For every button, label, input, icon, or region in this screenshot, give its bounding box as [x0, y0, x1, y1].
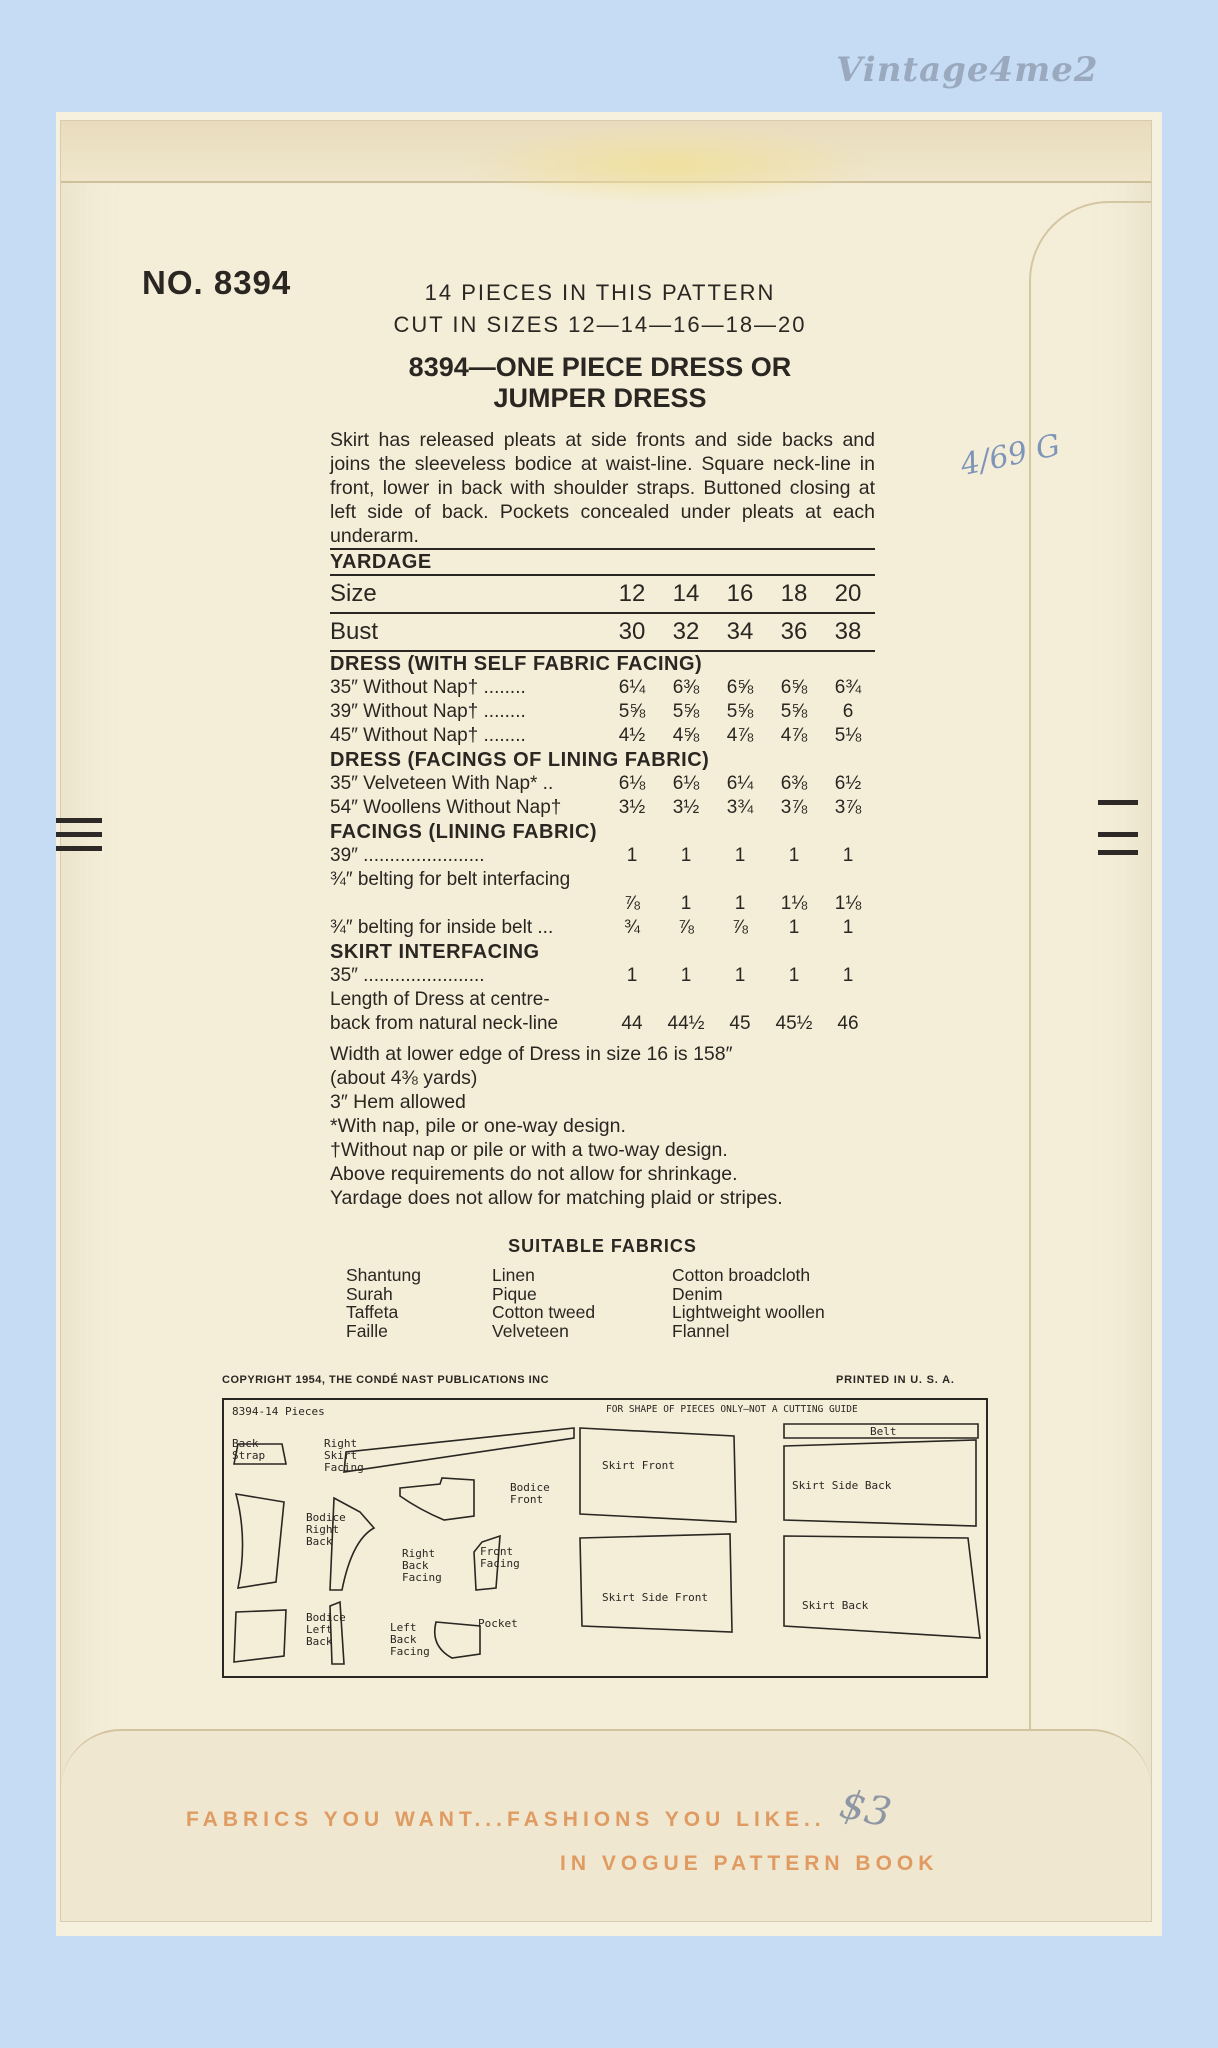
yardage-row [330, 916, 875, 940]
cell: 4⅞ [726, 725, 754, 746]
skirt-front-piece [580, 1428, 736, 1522]
pencil-note: 4/69 G [957, 427, 1064, 484]
cell: 1 [734, 965, 746, 986]
row-label: back from natural neck-line [330, 1013, 559, 1034]
bodice-right-back-piece [236, 1494, 284, 1588]
yardage-row [330, 844, 875, 868]
label-skirt-side-back: Skirt Side Back [792, 1479, 892, 1492]
label-bodice-left-back: Bodice Left Back [306, 1611, 346, 1648]
cell: 6⅝ [780, 677, 808, 698]
note-line: 3″ Hem allowed [330, 1091, 466, 1113]
cell: 32 [672, 618, 700, 645]
label-skirt-back: Skirt Back [802, 1599, 869, 1612]
length-label [330, 988, 875, 1012]
right-skirt-facing-piece [344, 1428, 574, 1472]
cell: 5⅝ [618, 701, 646, 722]
row-label: 39″ Without Nap† ........ [330, 701, 526, 722]
notes [330, 1042, 875, 1210]
yardage-row [330, 964, 875, 988]
label-skirt-front: Skirt Front [602, 1459, 675, 1472]
note-line: (about 4⅜ yards) [330, 1067, 478, 1089]
row-label: Length of Dress at centre- [330, 989, 550, 1010]
cell: 36 [780, 618, 808, 645]
cell: 3⅞ [780, 797, 808, 818]
cell: ¾ [624, 917, 640, 938]
description: Skirt has released pleats at side fronts and side backs and joins the sleeveless bodice at waist-line. Square neck-line in front, lower in back with shoulder straps. Buttoned closing at left side of back. Pockets concealed under pleats at each underarm. [330, 429, 875, 547]
cell: 14 [672, 580, 700, 607]
cell: 6¼ [618, 677, 646, 698]
cell: 6⅜ [672, 677, 700, 698]
fabric-item: Denim [672, 1283, 723, 1304]
pieces-line: 14 PIECES IN THIS PATTERN [424, 280, 776, 305]
left-tick-mark [56, 832, 102, 837]
note-line: Above requirements do not allow for shrinkage. [330, 1163, 738, 1185]
fabric-item: Shantung [346, 1265, 421, 1285]
cell: 6⅝ [726, 677, 754, 698]
fabrics-heading: SUITABLE FABRICS [508, 1236, 697, 1256]
cell: 1 [680, 965, 692, 986]
pencil-price: $3 [835, 1781, 896, 1837]
note-line: Width at lower edge of Dress in size 16 is 158″ [330, 1043, 733, 1065]
cell: 45 [729, 1013, 751, 1034]
cell: 1 [842, 917, 854, 938]
label-bodice-right-back: Bodice Right Back [306, 1511, 346, 1548]
cell: 4⅝ [672, 725, 700, 746]
row-label: 35″ ....................... [330, 965, 485, 986]
fabric-item: Flannel [672, 1320, 730, 1341]
note-line: *With nap, pile or one-way design. [330, 1115, 626, 1137]
cell: ⅞ [624, 893, 640, 914]
row-label: 35″ Velveteen With Nap* .. [330, 773, 554, 794]
note-line: Yardage does not allow for matching plaid or stripes. [330, 1187, 783, 1209]
row-label: Size [330, 580, 377, 607]
cell: 6⅛ [672, 773, 700, 794]
row-label: 39″ ....................... [330, 845, 485, 866]
sizes-line: CUT IN SIZES 12—14—16—18—20 [393, 312, 807, 337]
section-heading: SKIRT INTERFACING [330, 941, 540, 963]
section-heading: DRESS (FACINGS OF LINING FABRIC) [330, 749, 710, 771]
section-heading: FACINGS (LINING FABRIC) [330, 821, 598, 843]
cell: 45½ [775, 1013, 813, 1034]
yardage-row [330, 1012, 875, 1036]
skirt-side-front-piece [580, 1534, 732, 1632]
cell: 6¾ [834, 677, 862, 698]
cell: 6¼ [726, 773, 754, 794]
row-label: 45″ Without Nap† ........ [330, 725, 526, 746]
row-label [330, 892, 605, 916]
section-heading: DRESS (WITH SELF FABRIC FACING) [330, 650, 875, 676]
guide-title: 8394-14 Pieces [232, 1405, 325, 1418]
fabric-item: Lightweight woollen [672, 1302, 825, 1322]
fabric-item: Cotton broadcloth [672, 1265, 811, 1285]
fabric-item: Linen [492, 1265, 535, 1285]
cell: 20 [834, 580, 862, 607]
label-pocket: Pocket [478, 1617, 518, 1630]
label-right-skirt-facing: Right Skirt Facing [324, 1437, 364, 1474]
row-label: 35″ Without Nap† ........ [330, 677, 526, 698]
cell: 38 [834, 618, 862, 645]
cell: 46 [837, 1013, 859, 1034]
cell: 1 [680, 893, 692, 914]
cell: 1⅛ [780, 893, 808, 914]
fabric-item: Velveteen [492, 1320, 569, 1341]
row-label: ¾″ belting for inside belt ... [330, 917, 554, 938]
cell: 1 [626, 965, 638, 986]
cell: 6⅛ [618, 773, 646, 794]
fabrics-column-1 [346, 1266, 421, 1340]
cell: 34 [726, 618, 754, 645]
cell: 12 [618, 580, 646, 607]
note-line: †Without nap or pile or with a two-way design. [330, 1139, 728, 1161]
cell: 3½ [618, 797, 646, 818]
cell: 44½ [667, 1013, 705, 1034]
cell: 5⅝ [672, 701, 700, 722]
cell: 4½ [618, 725, 646, 746]
cell: 1 [788, 917, 800, 938]
pattern-number: NO. 8394 [142, 264, 292, 301]
cell: 30 [618, 618, 646, 645]
fabric-item: Faille [346, 1320, 388, 1341]
cell: 5⅝ [780, 701, 808, 722]
slogan-line-1: FABRICS YOU WANT...FASHIONS YOU LIKE.. [186, 1808, 826, 1831]
yardage-row [330, 724, 875, 748]
label-bodice-front: Bodice Front [510, 1481, 550, 1506]
cell: 1 [788, 965, 800, 986]
yardage-row [330, 892, 875, 916]
cell: 6½ [834, 773, 862, 794]
pattern-title: 8394—ONE PIECE DRESS OR [408, 352, 792, 382]
yardage-table [330, 548, 875, 1210]
slogan-line-2: IN VOGUE PATTERN BOOK [560, 1852, 939, 1875]
cell: 5⅛ [834, 725, 862, 746]
right-tick-mark [1098, 832, 1138, 837]
yardage-row [330, 796, 875, 820]
bodice-front-piece [400, 1478, 474, 1520]
label-back-strap: Back Strap [232, 1437, 266, 1462]
cell: 44 [621, 1013, 643, 1034]
right-tick-mark [1098, 850, 1138, 855]
yardage-heading: YARDAGE [330, 548, 875, 574]
cell: 4⅞ [780, 725, 808, 746]
pieces-guide [222, 1398, 988, 1678]
copyright: COPYRIGHT 1954, THE CONDÉ NAST PUBLICATIONS INC [222, 1374, 550, 1386]
left-tick-mark [56, 818, 102, 823]
left-tick-mark [56, 846, 102, 851]
guide-note: FOR SHAPE OF PIECES ONLY—NOT A CUTTING GUIDE [606, 1404, 858, 1415]
size-row [330, 574, 875, 612]
cell: 6⅜ [780, 773, 808, 794]
cell: 1 [734, 845, 746, 866]
bust-row [330, 612, 875, 650]
cell: ⅞ [678, 917, 694, 938]
cell: 5⅝ [726, 701, 754, 722]
fabrics-column-3 [672, 1266, 825, 1340]
fabric-item: Surah [346, 1283, 393, 1304]
bodice-left-back-piece [234, 1610, 286, 1662]
fabric-item: Pique [492, 1283, 537, 1304]
yardage-row [330, 676, 875, 700]
belting-label [330, 868, 875, 892]
cell: 1⅛ [834, 893, 862, 914]
yardage-row [330, 700, 875, 724]
label-right-back-facing: Right Back Facing [402, 1547, 442, 1584]
cell: 1 [680, 845, 692, 866]
cell: 16 [726, 580, 754, 607]
pocket-piece [435, 1622, 480, 1658]
cell: 18 [780, 580, 808, 607]
row-label: ¾″ belting for belt interfacing [330, 869, 571, 890]
label-left-back-facing: Left Back Facing [390, 1621, 430, 1658]
right-tick-mark [1098, 800, 1138, 805]
watermark: Vintage4me2 [836, 50, 1099, 90]
cell: 1 [788, 845, 800, 866]
printed-in: PRINTED IN U. S. A. [836, 1374, 955, 1386]
fabrics-column-2 [492, 1266, 595, 1340]
cell: 3½ [672, 797, 700, 818]
tape-stain [461, 125, 881, 205]
row-label: Bust [330, 618, 379, 645]
row-label: 54″ Woollens Without Nap† [330, 797, 562, 818]
cell: 1 [626, 845, 638, 866]
fabric-item: Cotton tweed [492, 1302, 596, 1322]
cell: 1 [842, 845, 854, 866]
cell: 3¾ [726, 797, 754, 818]
label-skirt-side-front: Skirt Side Front [602, 1591, 708, 1604]
cell: ⅞ [732, 917, 748, 938]
fabric-item: Taffeta [346, 1302, 399, 1322]
cell: 3⅞ [834, 797, 862, 818]
label-front-facing: Front Facing [480, 1545, 520, 1570]
yardage-row [330, 772, 875, 796]
label-belt: Belt [870, 1425, 897, 1438]
cell: 1 [734, 893, 746, 914]
cell: 1 [842, 965, 854, 986]
pattern-title-2: JUMPER DRESS [493, 383, 707, 413]
cell: 6 [842, 701, 854, 722]
skirt-back-piece [784, 1536, 980, 1638]
